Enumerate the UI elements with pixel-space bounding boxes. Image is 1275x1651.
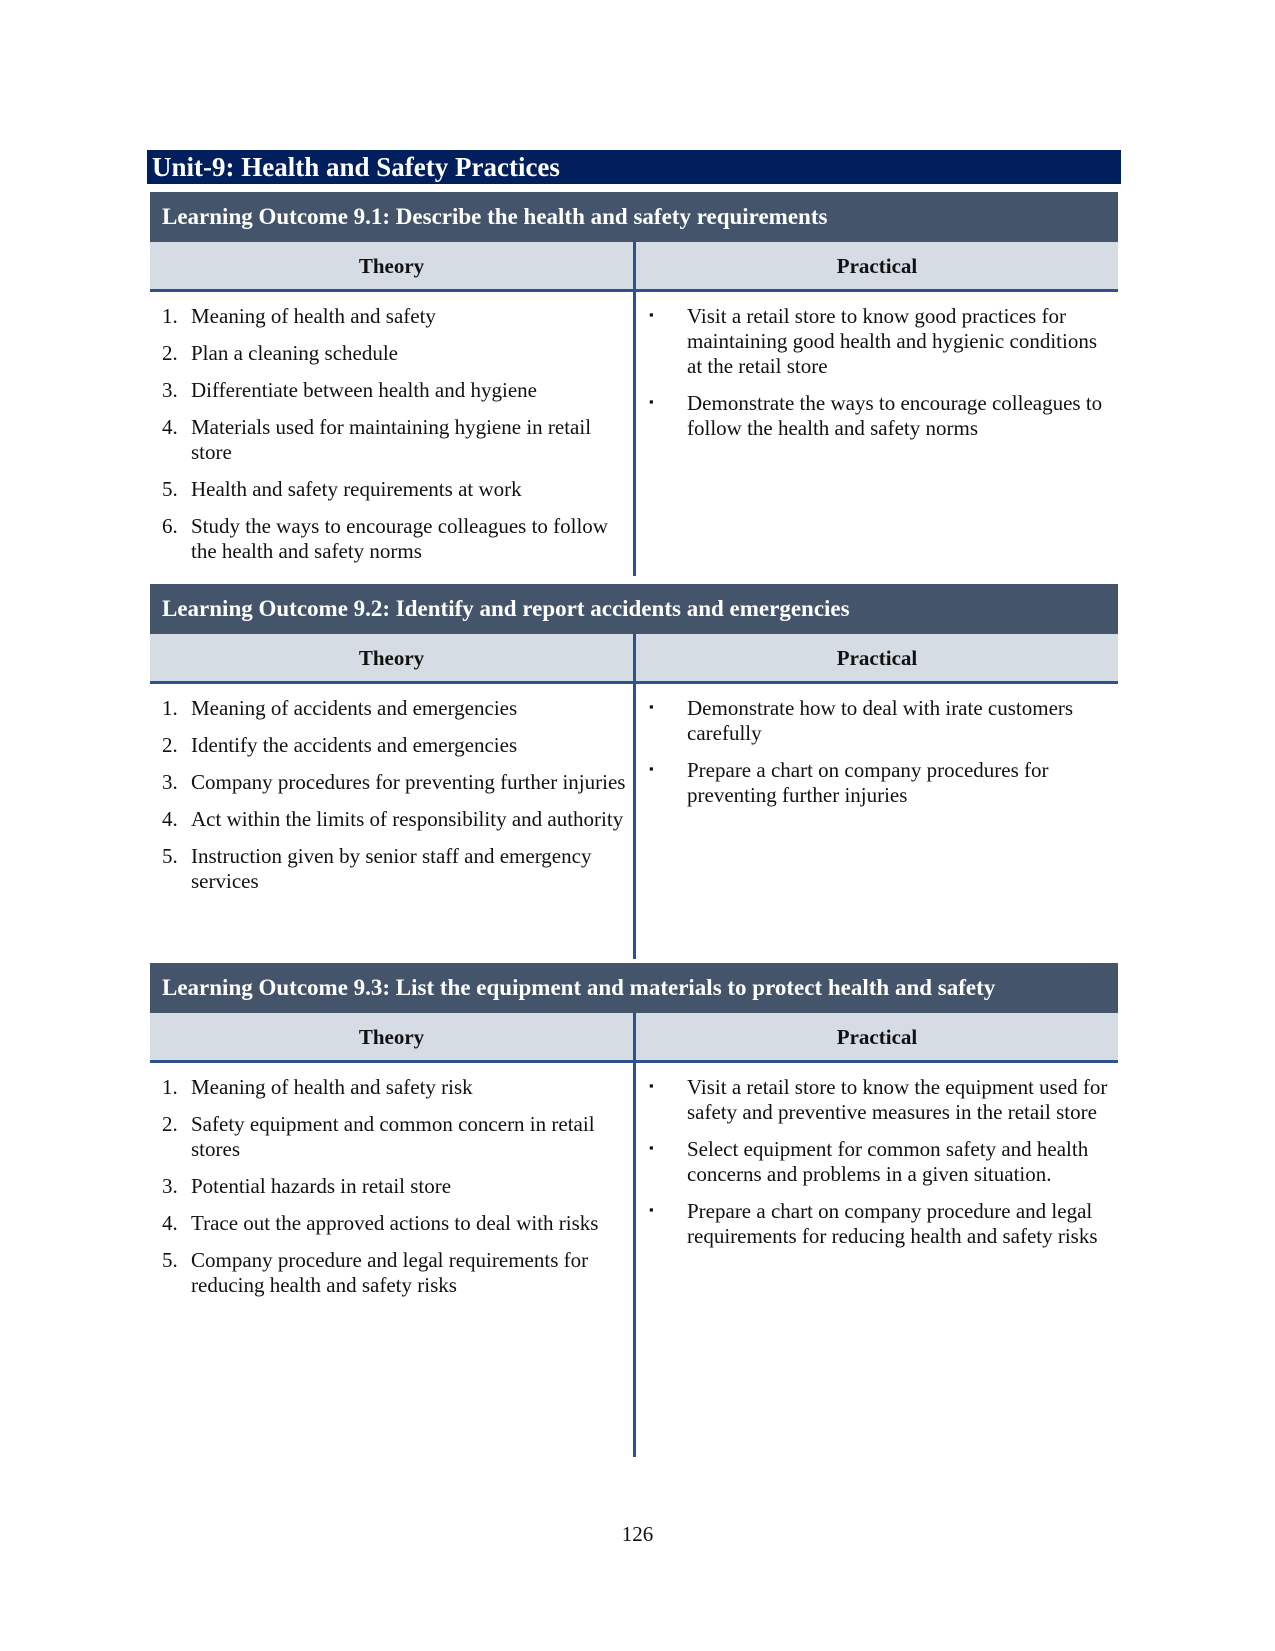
theory-item bbox=[162, 378, 633, 403]
practical-column bbox=[636, 1063, 1118, 1457]
item-text: Trace out the approved actions to deal with risks bbox=[191, 1211, 599, 1235]
item-text: Company procedure and legal requirements for reducing health and safety risks bbox=[191, 1248, 589, 1297]
practical-column-header: Practical bbox=[836, 1025, 918, 1049]
item-text: Act within the limits of responsibility and authority bbox=[191, 807, 624, 831]
item-number: 1. bbox=[162, 304, 178, 328]
practical-column bbox=[636, 684, 1118, 959]
item-number: 5. bbox=[162, 1248, 178, 1272]
practical-list bbox=[648, 696, 1108, 808]
theory-item bbox=[162, 696, 633, 721]
theory-list bbox=[162, 696, 633, 894]
item-text: Meaning of accidents and emergencies bbox=[191, 696, 518, 720]
item-number: 1. bbox=[162, 1075, 178, 1099]
theory-column bbox=[150, 1063, 636, 1457]
theory-item bbox=[162, 807, 633, 832]
column-headers bbox=[150, 242, 1118, 292]
outcome-body bbox=[150, 292, 1118, 576]
item-number: 1. bbox=[162, 696, 178, 720]
item-text: Health and safety requirements at work bbox=[191, 477, 522, 501]
theory-column bbox=[150, 684, 636, 959]
practical-item bbox=[648, 696, 1108, 746]
theory-list bbox=[162, 1075, 633, 1298]
learning-outcome-header: Learning Outcome 9.2: Identify and report accidents and emergencies bbox=[150, 584, 1118, 634]
theory-item bbox=[162, 770, 633, 795]
practical-item bbox=[648, 391, 1108, 441]
square-bullet-icon: ▪ bbox=[649, 307, 654, 322]
item-number: 3. bbox=[162, 378, 178, 402]
theory-item bbox=[162, 1075, 633, 1100]
theory-item bbox=[162, 844, 633, 894]
page-number: 126 bbox=[621, 1522, 654, 1546]
item-text: Meaning of health and safety bbox=[191, 304, 436, 328]
item-number: 4. bbox=[162, 1211, 178, 1235]
learning-outcome-header: Learning Outcome 9.3: List the equipment and materials to protect health and safety bbox=[150, 963, 1118, 1013]
theory-item bbox=[162, 477, 633, 502]
item-text: Materials used for maintaining hygiene in retail store bbox=[191, 415, 592, 464]
item-text: Company procedures for preventing further injuries bbox=[191, 770, 626, 794]
learning-outcome-9-2 bbox=[150, 584, 1118, 959]
item-number: 4. bbox=[162, 807, 178, 831]
theory-item bbox=[162, 733, 633, 758]
theory-item bbox=[162, 304, 633, 329]
item-text: Instruction given by senior staff and emergency services bbox=[191, 844, 592, 893]
practical-column-header: Practical bbox=[836, 254, 918, 278]
item-text: Plan a cleaning schedule bbox=[191, 341, 399, 365]
practical-item bbox=[648, 1075, 1108, 1125]
square-bullet-icon: ▪ bbox=[649, 1202, 654, 1217]
practical-column-header: Practical bbox=[836, 646, 918, 670]
item-number: 3. bbox=[162, 770, 178, 794]
square-bullet-icon: ▪ bbox=[649, 699, 654, 714]
item-text: Safety equipment and common concern in retail stores bbox=[191, 1112, 595, 1161]
item-text: Visit a retail store to know the equipment used for safety and preventive measures in the retail store bbox=[687, 1075, 1108, 1124]
practical-item bbox=[648, 1137, 1108, 1187]
practical-item bbox=[648, 304, 1108, 379]
learning-outcome-9-3 bbox=[150, 963, 1118, 1457]
practical-list bbox=[648, 1075, 1108, 1249]
learning-outcome-header: Learning Outcome 9.1: Describe the health and safety requirements bbox=[150, 192, 1118, 242]
theory-column-header: Theory bbox=[150, 1013, 636, 1060]
square-bullet-icon: ▪ bbox=[649, 761, 654, 776]
item-text: Select equipment for common safety and health concerns and problems in a given situation. bbox=[687, 1137, 1089, 1186]
practical-item bbox=[648, 1199, 1108, 1249]
column-headers bbox=[150, 634, 1118, 684]
theory-item bbox=[162, 514, 633, 564]
item-text: Differentiate between health and hygiene bbox=[191, 378, 537, 402]
item-text: Meaning of health and safety risk bbox=[191, 1075, 473, 1099]
item-number: 3. bbox=[162, 1174, 178, 1198]
item-number: 2. bbox=[162, 733, 178, 757]
item-number: 2. bbox=[162, 341, 178, 365]
item-number: 2. bbox=[162, 1112, 178, 1136]
column-headers bbox=[150, 1013, 1118, 1063]
outcome-body bbox=[150, 1063, 1118, 1457]
theory-column-header: Theory bbox=[150, 242, 636, 289]
item-text: Demonstrate the ways to encourage colleagues to follow the health and safety norms bbox=[687, 391, 1103, 440]
theory-column bbox=[150, 292, 636, 576]
item-text: Prepare a chart on company procedures for preventing further injuries bbox=[687, 758, 1049, 807]
item-text: Demonstrate how to deal with irate customers carefully bbox=[687, 696, 1074, 745]
item-number: 6. bbox=[162, 514, 178, 538]
theory-column-header: Theory bbox=[150, 634, 636, 681]
theory-list bbox=[162, 304, 633, 564]
item-text: Identify the accidents and emergencies bbox=[191, 733, 518, 757]
square-bullet-icon: ▪ bbox=[649, 1078, 654, 1093]
unit-title: Unit-9: Health and Safety Practices bbox=[147, 150, 1121, 184]
theory-item bbox=[162, 1248, 633, 1298]
item-number: 5. bbox=[162, 477, 178, 501]
theory-item bbox=[162, 1211, 633, 1236]
square-bullet-icon: ▪ bbox=[649, 394, 654, 409]
theory-item bbox=[162, 1112, 633, 1162]
theory-item bbox=[162, 341, 633, 366]
square-bullet-icon: ▪ bbox=[649, 1140, 654, 1155]
theory-item bbox=[162, 415, 633, 465]
item-text: Study the ways to encourage colleagues to follow the health and safety norms bbox=[191, 514, 608, 563]
practical-column bbox=[636, 292, 1118, 576]
practical-list bbox=[648, 304, 1108, 441]
item-text: Prepare a chart on company procedure and legal requirements for reducing health and safety risks bbox=[687, 1199, 1098, 1248]
item-number: 4. bbox=[162, 415, 178, 439]
outcome-body bbox=[150, 684, 1118, 959]
item-number: 5. bbox=[162, 844, 178, 868]
item-text: Visit a retail store to know good practices for maintaining good health and hygienic conditions at the retail store bbox=[687, 304, 1098, 378]
theory-item bbox=[162, 1174, 633, 1199]
learning-outcome-9-1 bbox=[150, 192, 1118, 576]
practical-item bbox=[648, 758, 1108, 808]
item-text: Potential hazards in retail store bbox=[191, 1174, 452, 1198]
